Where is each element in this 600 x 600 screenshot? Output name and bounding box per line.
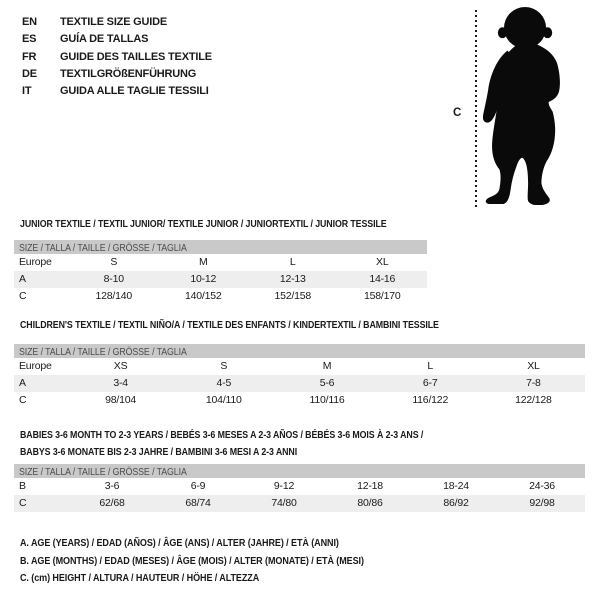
table-cell: 152/158 (274, 290, 312, 302)
table-cell: 5-6 (319, 377, 335, 389)
baby-silhouette-shape (483, 7, 560, 205)
language-row (22, 83, 212, 100)
section-title-line: BABYS 3-6 MONATE BIS 2-3 JAHRE / BAMBINI 3-6 MESI A 2-3 ANNI (20, 446, 298, 458)
language-row (22, 14, 212, 31)
table-cell: 128/140 (95, 290, 133, 302)
table-cell: 12-18 (357, 480, 383, 492)
table-cell: 3-6 (104, 480, 120, 492)
table-cell: 62/68 (99, 497, 125, 509)
table-cell: L (427, 360, 434, 372)
table-row (14, 254, 427, 271)
height-measure-dotted-line (475, 10, 477, 208)
table-cell: 6-9 (190, 480, 206, 492)
row-label: B (19, 480, 26, 492)
section-title-line: CHILDREN'S TEXTILE / TEXTIL NIÑO/A / TEXTILE DES ENFANTS / KINDERTEXTIL / BAMBINI TESSILE (20, 319, 439, 331)
table-cell: 74/80 (271, 497, 297, 509)
table-cell: M (322, 360, 332, 372)
section-title-line: JUNIOR TEXTILE / TEXTIL JUNIOR/ TEXTILE JUNIOR / JUNIORTEXTIL / JUNIOR TESSILE (20, 218, 387, 230)
size-header-label: SIZE / TALLA / TAILLE / GRÖSSE / TAGLIA (19, 347, 187, 358)
size-header-bar (14, 240, 427, 254)
row-label: A (19, 273, 26, 285)
language-code: EN (22, 16, 37, 28)
table-cell: 12-13 (279, 273, 306, 285)
footnote-line: A. AGE (YEARS) / EDAD (AÑOS) / ÂGE (ANS) / ALTER (JAHRE) / ETÀ (ANNI) (20, 537, 339, 549)
language-row (22, 66, 212, 83)
table-cell: 4-5 (216, 377, 232, 389)
table-cell: 92/98 (529, 497, 555, 509)
table-cell: 8-10 (103, 273, 124, 285)
row-label: Europe (19, 256, 52, 268)
language-label: TEXTILGRÖßENFÜHRUNG (60, 67, 197, 80)
size-table (14, 344, 585, 409)
row-label: C (19, 394, 27, 406)
table-row (14, 478, 585, 495)
table-cell: 24-36 (529, 480, 555, 492)
size-table (14, 464, 585, 512)
table-cell: 7-8 (526, 377, 541, 389)
table-row (14, 392, 585, 409)
language-code: ES (22, 33, 37, 46)
row-label: C (19, 497, 27, 509)
table-cell: 14-16 (369, 273, 396, 285)
row-label: C (19, 290, 27, 302)
section-title (20, 216, 456, 233)
height-measure-label: C (453, 107, 462, 119)
table-row (14, 288, 427, 305)
table-row (14, 358, 585, 375)
table-cell: XL (376, 256, 389, 268)
table-cell: 140/152 (184, 290, 222, 302)
table-cell: 110/116 (309, 394, 345, 406)
table-cell: S (110, 256, 118, 268)
table-cell: XS (113, 360, 128, 372)
table-cell: 104/110 (205, 394, 242, 406)
size-header-label: SIZE / TALLA / TAILLE / GRÖSSE / TAGLIA (19, 243, 187, 254)
size-header-bar (14, 344, 585, 358)
table-row (14, 495, 585, 512)
row-label: A (19, 377, 26, 389)
table-cell: XL (527, 360, 540, 372)
section-title (20, 427, 500, 461)
table-row (14, 375, 585, 392)
language-row (22, 49, 212, 66)
table-cell: L (289, 256, 296, 268)
language-code: FR (22, 50, 37, 63)
table-cell: M (198, 256, 208, 268)
table-cell: 18-24 (443, 480, 469, 492)
table-cell: 122/128 (515, 394, 552, 406)
language-label: GUIDA ALLE TAGLIE TESSILI (60, 85, 209, 98)
table-cell: 68/74 (185, 497, 211, 509)
language-label: GUÍA DE TALLAS (60, 33, 149, 46)
table-cell: S (220, 360, 228, 372)
footnotes (20, 535, 420, 588)
footnote-line: C. (cm) HEIGHT / ALTURA / HAUTEUR / HÖHE / ALTEZZA (20, 572, 260, 585)
size-header-label: SIZE / TALLA / TAILLE / GRÖSSE / TAGLIA (19, 467, 187, 478)
row-label: Europe (19, 360, 52, 372)
language-label: GUIDE DES TAILLES TEXTILE (60, 50, 212, 63)
table-cell: 116/122 (412, 394, 449, 406)
table-cell: 9-12 (273, 480, 295, 492)
footnote-line: B. AGE (MONTHS) / EDAD (MESES) / ÂGE (MOIS) / ALTER (MONATE) / ETÀ (MESI) (20, 554, 364, 567)
language-list (22, 14, 212, 100)
language-code: DE (22, 67, 37, 80)
table-cell: 6-7 (422, 377, 438, 389)
section-title-line: BABIES 3-6 MONTH TO 2-3 YEARS / BEBÉS 3-6 MESES A 2-3 AÑOS / BÉBÉS 3-6 MOIS À 2-3 ANS / (20, 429, 424, 441)
language-code: IT (22, 85, 32, 98)
table-cell: 86/92 (443, 497, 469, 509)
table-cell: 158/170 (363, 290, 401, 302)
table-cell: 3-4 (113, 377, 128, 389)
table-cell: 80/86 (357, 497, 383, 509)
language-label: TEXTILE SIZE GUIDE (60, 16, 168, 28)
language-row (22, 31, 212, 48)
table-row (14, 271, 427, 288)
table-cell: 10-12 (190, 273, 217, 285)
size-table (14, 240, 427, 305)
size-header-bar (14, 464, 585, 478)
section-title (20, 317, 519, 334)
baby-silhouette-icon (483, 5, 565, 205)
table-cell: 98/104 (105, 394, 137, 406)
